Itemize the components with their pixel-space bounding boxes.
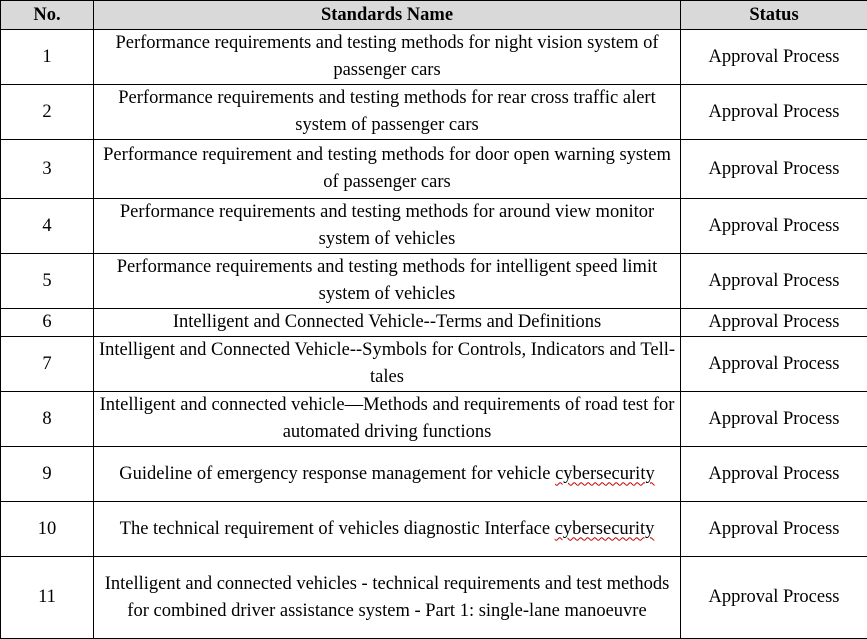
standard-name-text: Performance requirements and testing methods for night vision system of passenger cars xyxy=(115,33,659,80)
row-number: 10 xyxy=(1,502,94,557)
status-cell: Approval Process xyxy=(681,557,867,639)
table-row xyxy=(1,199,867,254)
standard-name-text: Guideline of emergency response management for vehicle xyxy=(119,463,556,484)
status-cell: Approval Process xyxy=(681,447,867,502)
header-no: No. xyxy=(1,1,94,30)
row-number: 8 xyxy=(1,392,94,447)
standard-name-text: Intelligent and connected vehicles - technical requirements and test methods for combined driver assistance system - Part 1: single-lane manoeuvre xyxy=(104,573,670,621)
standard-name-text-marked: cybersecurity xyxy=(555,463,655,484)
status-cell: Approval Process xyxy=(681,140,867,199)
standard-name-text: Intelligent and connected vehicle—Methods and requirements of road test for automated driving functions xyxy=(99,395,675,442)
standard-name xyxy=(94,447,681,502)
status-cell: Approval Process xyxy=(681,337,867,392)
standard-name xyxy=(94,140,681,199)
standard-name xyxy=(94,337,681,392)
status-cell: Approval Process xyxy=(681,392,867,447)
standard-name-text: The technical requirement of vehicles diagnostic Interface xyxy=(119,518,555,539)
row-number: 9 xyxy=(1,447,94,502)
row-number: 4 xyxy=(1,199,94,254)
row-number: 1 xyxy=(1,30,94,85)
table-row xyxy=(1,85,867,140)
table-row xyxy=(1,140,867,199)
row-number: 2 xyxy=(1,85,94,140)
standard-name-text: Performance requirements and testing methods for intelligent speed limit system of vehicles xyxy=(116,257,658,304)
table-row xyxy=(1,30,867,85)
standard-name-text: Intelligent and Connected Vehicle--Symbols for Controls, Indicators and Tell-tales xyxy=(98,340,676,387)
standard-name-text-marked: cybersecurity xyxy=(554,518,655,539)
table-row xyxy=(1,502,867,557)
row-number: 6 xyxy=(1,309,94,337)
row-number: 7 xyxy=(1,337,94,392)
row-number: 11 xyxy=(1,557,94,639)
table-row xyxy=(1,447,867,502)
standard-name xyxy=(94,309,681,337)
row-number: 3 xyxy=(1,140,94,199)
status-cell: Approval Process xyxy=(681,502,867,557)
table-row xyxy=(1,392,867,447)
standard-name-text: Performance requirement and testing methods for door open warning system of passenger cars xyxy=(103,145,671,192)
header-status: Status xyxy=(681,1,867,30)
standard-name xyxy=(94,199,681,254)
row-number: 5 xyxy=(1,254,94,309)
header-row xyxy=(1,1,867,30)
standard-name xyxy=(94,392,681,447)
status-cell: Approval Process xyxy=(681,30,867,85)
standard-name-text: Intelligent and Connected Vehicle--Terms and Definitions xyxy=(172,312,602,332)
standard-name xyxy=(94,502,681,557)
standard-name xyxy=(94,85,681,140)
standard-name xyxy=(94,557,681,639)
status-cell: Approval Process xyxy=(681,85,867,140)
standard-name xyxy=(94,254,681,309)
standard-name xyxy=(94,30,681,85)
status-cell: Approval Process xyxy=(681,309,867,337)
table-row xyxy=(1,254,867,309)
standard-name-text: Performance requirements and testing methods for around view monitor system of vehicles xyxy=(119,202,655,249)
status-cell: Approval Process xyxy=(681,254,867,309)
table-row xyxy=(1,309,867,337)
table-row xyxy=(1,337,867,392)
standard-name-text: Performance requirements and testing methods for rear cross traffic alert system of passenger cars xyxy=(118,88,656,135)
status-cell: Approval Process xyxy=(681,199,867,254)
table-row xyxy=(1,557,867,639)
header-standards-name: Standards Name xyxy=(94,1,681,30)
